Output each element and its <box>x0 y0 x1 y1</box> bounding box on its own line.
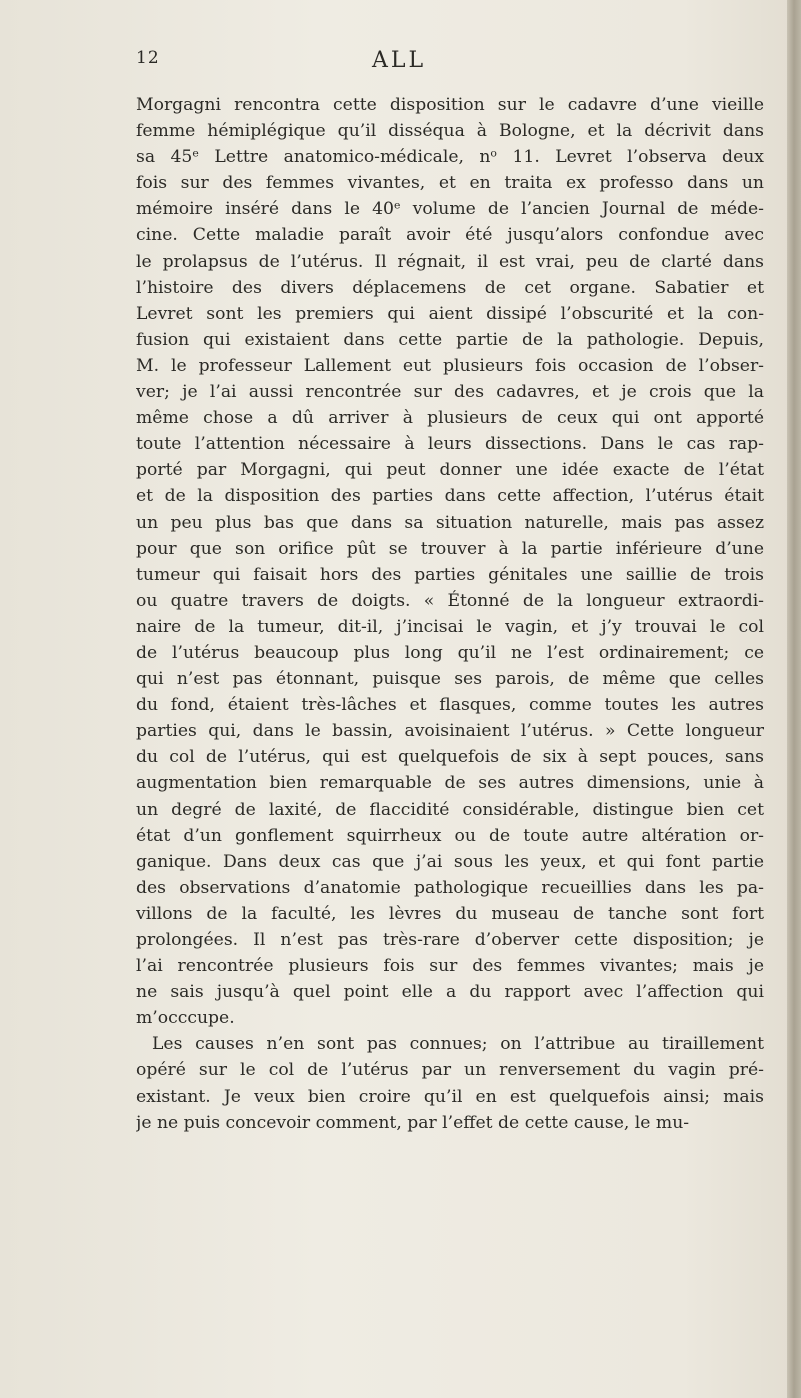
text-line: fois sur des femmes vivantes, et en traita ex professo dans un <box>136 173 764 194</box>
text-line: du col de l’utérus, qui est quelquefois de six à sept pouces, sans <box>136 747 764 768</box>
text-line: pour que son orifice pût se trouver à la partie inférieure d’une <box>136 538 764 559</box>
text-line: le prolapsus de l’utérus. Il régnait, il est vrai, peu de clarté dans <box>136 251 764 272</box>
text-line: opéré sur le col de l’utérus par un renversement du vagin pré- <box>136 1060 764 1081</box>
text-line: porté par Morgagni, qui peut donner une idée exacte de l’état <box>136 460 764 481</box>
text-line: de l’utérus beaucoup plus long qu’il ne l’est ordinairement; ce <box>136 642 764 663</box>
text-line: état d’un gonflement squirrheux ou de toute autre altération or- <box>136 825 764 846</box>
text-line: sa 45ᵉ Lettre anatomico-médicale, nᵒ 11. Levret l’observa deux <box>136 147 764 168</box>
text-line: l’ai rencontrée plusieurs fois sur des femmes vivantes; mais je <box>136 956 764 977</box>
text-line: Les causes n’en sont pas connues; on l’attribue au tiraillement <box>152 1034 764 1055</box>
page-edge <box>787 0 801 1398</box>
text-line: toute l’attention nécessaire à leurs dissections. Dans le cas rap- <box>136 434 764 455</box>
text-line: m’occcupe. <box>136 1008 235 1029</box>
text-line: ou quatre travers de doigts. « Étonné de la longueur extraordi- <box>136 590 764 611</box>
text-line: mémoire inséré dans le 40ᵉ volume de l’ancien Journal de méde- <box>136 199 764 220</box>
text-line: villons de la faculté, les lèvres du museau de tanche sont fort <box>136 903 764 924</box>
text-line: existant. Je veux bien croire qu’il en est quelquefois ainsi; mais <box>136 1086 764 1107</box>
text-line: tumeur qui faisait hors des parties génitales une saillie de trois <box>136 564 764 585</box>
text-line: un peu plus bas que dans sa situation naturelle, mais pas assez <box>136 512 764 533</box>
text-line: parties qui, dans le bassin, avoisinaient l’utérus. » Cette longueur <box>136 721 764 742</box>
text-line: ver; je l’ai aussi rencontrée sur des cadavres, et je crois que la <box>136 382 764 403</box>
text-line: fusion qui existaient dans cette partie de la pathologie. Depuis, <box>136 329 764 350</box>
text-line: un degré de laxité, de flaccidité considérable, distingue bien cet <box>136 799 764 820</box>
text-line: des observations d’anatomie pathologique recueillies dans les pa- <box>136 877 764 898</box>
text-line: naire de la tumeur, dit-il, j’incisai le vagin, et j’y trouvai le col <box>136 616 764 637</box>
text-line: qui n’est pas étonnant, puisque ses parois, de même que celles <box>136 669 764 690</box>
page-number: 12 <box>136 48 160 68</box>
text-line: et de la disposition des parties dans cette affection, l’utérus était <box>136 486 764 507</box>
text-line: femme hémiplégique qu’il disséqua à Bologne, et la décrivit dans <box>136 121 764 142</box>
text-line: Morgagni rencontra cette disposition sur le cadavre d’une vieille <box>136 95 764 115</box>
body-text <box>136 92 764 1136</box>
text-line: augmentation bien remarquable de ses autres dimensions, unie à <box>136 773 764 794</box>
text-line: Levret sont les premiers qui aient dissipé l’obscurité et la con- <box>136 303 764 324</box>
text-line: cine. Cette maladie paraît avoir été jusqu’alors confondue avec <box>136 225 764 246</box>
text-line: l’histoire des divers déplacemens de cet organe. Sabatier et <box>136 277 764 298</box>
text-line: prolongées. Il n’est pas très-rare d’oberver cette disposition; je <box>136 930 764 950</box>
text-line: du fond, étaient très-lâches et flasques, comme toutes les autres <box>136 695 764 716</box>
text-line: ne sais jusqu’à quel point elle a du rapport avec l’affection qui <box>136 982 764 1003</box>
text-line: je ne puis concevoir comment, par l’effet de cette cause, le mu- <box>136 1112 690 1133</box>
page-header <box>136 48 776 88</box>
running-head: ALL <box>372 48 427 73</box>
text-line: ganique. Dans deux cas que j’ai sous les yeux, et qui font partie <box>136 851 764 872</box>
text-line: même chose a dû arriver à plusieurs de ceux qui ont apporté <box>136 408 764 429</box>
text-line: M. le professeur Lallement eut plusieurs fois occasion de l’obser- <box>136 355 764 376</box>
